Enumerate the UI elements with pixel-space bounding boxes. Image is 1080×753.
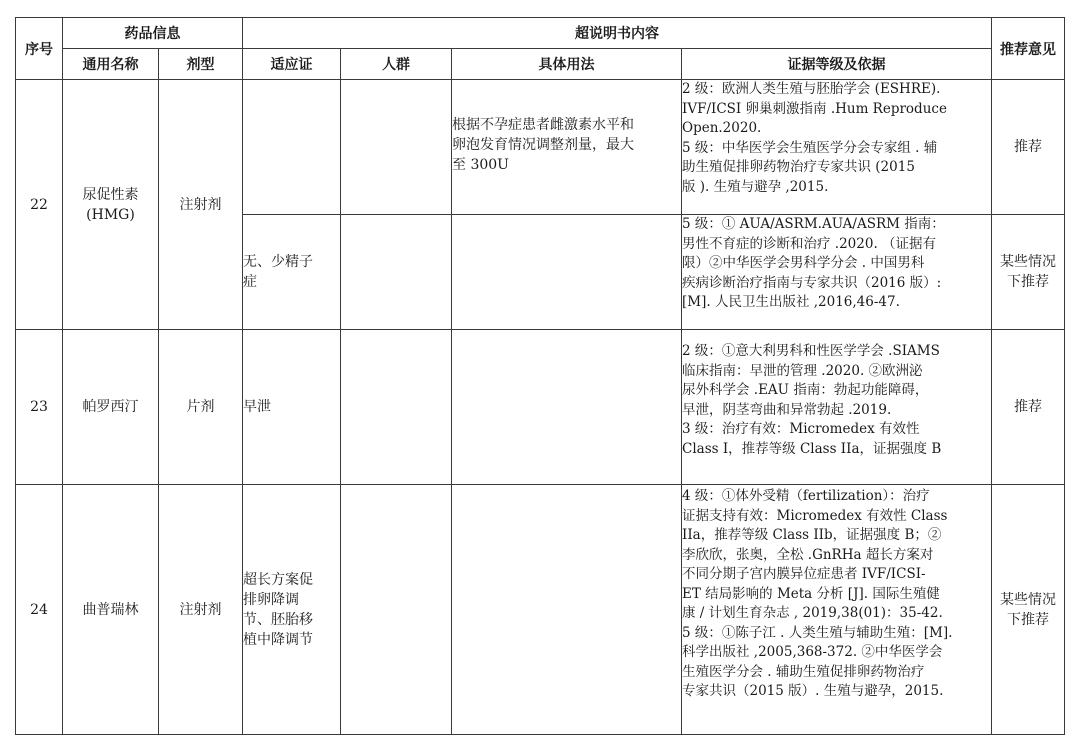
indication-cell: [243, 485, 341, 735]
recommendation-cell: 推荐: [992, 80, 1065, 215]
evidence-text: 5 级：① AUA/ASRM.AUA/ASRM 指南： 男性不育症的诊断和治疗 .2020. （证据有 限）②中华医学会男科学分会 . 中国男科 疾病诊断治疗指南与专家共识（2016 版）: [M]. 人民卫生出版社 ,2016,46-47.: [682, 216, 945, 310]
usage-cell: [452, 330, 682, 485]
evidence-cell: [682, 330, 992, 485]
header-drug-info: 药品信息: [63, 18, 243, 49]
dosage-form-cell: 片剂: [159, 330, 243, 485]
generic-name-cell: [63, 80, 159, 330]
indication-cell: [243, 215, 341, 330]
evidence-cell: [682, 80, 992, 215]
population-cell: [341, 485, 452, 735]
table-row: [16, 485, 1065, 735]
header-dosage-form: 剂型: [159, 49, 243, 80]
seq-cell: 23: [16, 330, 63, 485]
table-row: [16, 330, 1065, 485]
indication-cell: [243, 80, 341, 215]
indication-text: 超长方案促 排卵降调 节、胚胎移 植中降调节: [243, 571, 313, 648]
header-population: 人群: [341, 49, 452, 80]
recommendation-text: 某些情况 下推荐: [1000, 254, 1056, 290]
header-indication: 适应证: [243, 49, 341, 80]
evidence-cell: [682, 215, 992, 330]
header-evidence: 证据等级及依据: [682, 49, 992, 80]
indication-text: 无、少精子 症: [243, 254, 313, 290]
table-row: [16, 80, 1065, 215]
indication-cell: 早泄: [243, 330, 341, 485]
recommendation-cell: [992, 215, 1065, 330]
population-cell: [341, 215, 452, 330]
usage-cell: [452, 485, 682, 735]
dosage-form-cell: 注射剂: [159, 485, 243, 735]
seq-cell: 24: [16, 485, 63, 735]
generic-name-cell: 帕罗西汀: [63, 330, 159, 485]
recommendation-cell: [992, 485, 1065, 735]
population-cell: [341, 80, 452, 215]
generic-name-line: (HMG): [86, 206, 135, 223]
header-seq: 序号: [16, 18, 63, 80]
usage-text: 根据不孕症患者雌激素水平和 卵泡发育情况调整剂量，最大 至 300U: [452, 117, 634, 173]
recommendation-text: 某些情况 下推荐: [1000, 591, 1056, 628]
header-off-label: 超说明书内容: [243, 18, 992, 49]
seq-cell: 22: [16, 80, 63, 330]
recommendation-cell: 推荐: [992, 330, 1065, 485]
population-cell: [341, 330, 452, 485]
generic-name-cell: 曲普瑞林: [63, 485, 159, 735]
usage-cell: [452, 215, 682, 330]
off-label-drug-table: [15, 17, 1065, 735]
header-row-2: [16, 49, 1065, 80]
header-row-1: [16, 18, 1065, 49]
header-usage: 具体用法: [452, 49, 682, 80]
evidence-text: 4 级：①体外受精（fertilization）：治疗 证据支持有效：Micromedex 有效性 Class IIa，推荐等级 Class IIb，证据强度 B；② 李欣欣，张奥，全松 .GnRHa 超长方案对 不同分期子宫内膜异位症患者 IVF/ICSI- ET 结局影响的 Meta 分析 [J]. 国际生殖健 康 / 计划生育杂志 , 2019,38(01)：35-42. 5 级：①陈子江 . 人类生殖与辅助生殖：[M]. 科学出版社 ,2005,368-372. ②中华医学会 生殖医学分会 . 辅助生殖促排卵药物治疗 专家共识（2015 版）. 生殖与避孕，2015.: [682, 488, 953, 699]
dosage-form-cell: 注射剂: [159, 80, 243, 330]
header-generic-name: 通用名称: [63, 49, 159, 80]
header-recommendation: 推荐意见: [992, 18, 1065, 80]
usage-cell: [452, 80, 682, 215]
evidence-text: 2 级：①意大利男科和性医学学会 .SIAMS 临床指南：早泄的管理 .2020. ②欧洲泌 尿外科学会 .EAU 指南：勃起功能障碍， 早泄，阴茎弯曲和异常勃起 .2019. 3 级：治疗有效：Micromedex 有效性 Class I，推荐等级 Class IIa，证据强度 B: [682, 343, 942, 457]
evidence-cell: [682, 485, 992, 735]
evidence-text: 2 级：欧洲人类生殖与胚胎学会 (ESHRE). IVF/ICSI 卵巢刺激指南 .Hum Reproduce Open.2020. 5 级：中华医学会生殖医学分会专家组 . 辅 助生殖促排卵药物治疗专家共识 (2015 版 ). 生殖与避孕 ,2015.: [682, 81, 947, 195]
generic-name-line: 尿促性素: [82, 186, 139, 203]
